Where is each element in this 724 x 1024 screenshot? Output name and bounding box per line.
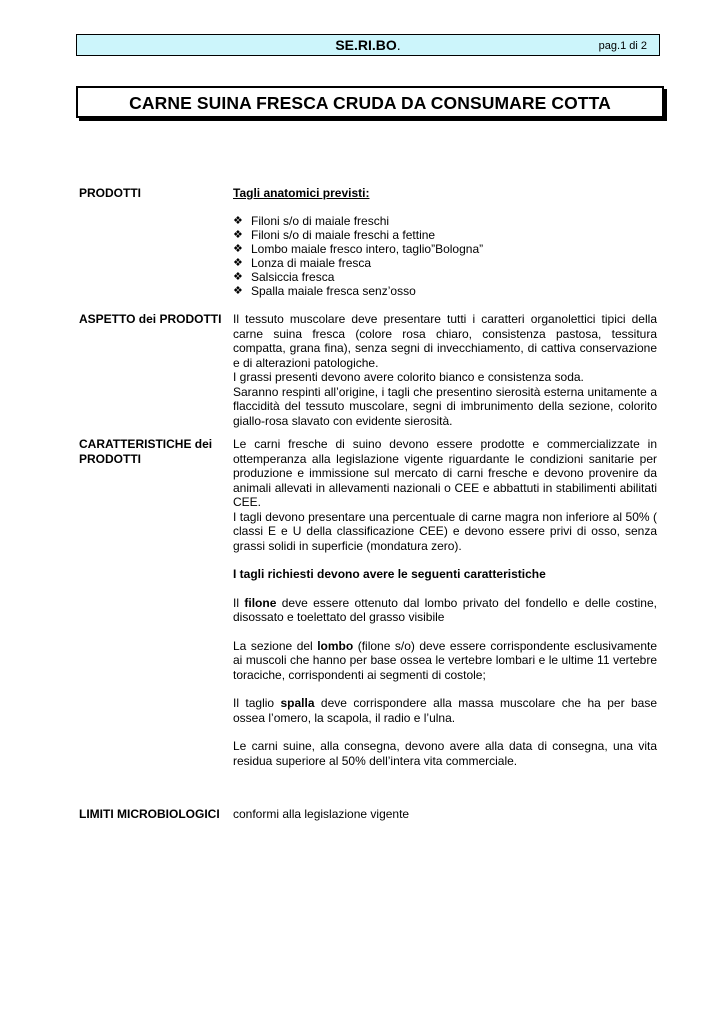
section-label-caratteristiche: CARATTERISTICHE dei PRODOTTI [79,437,213,466]
section-label-prodotti: PRODOTTI [79,186,141,200]
diamond-bullet-icon: ❖ [233,214,243,227]
list-item: ❖ Lonza di maiale fresca [233,255,372,270]
prodotti-heading: Tagli anatomici previsti: [233,186,370,200]
list-item: ❖ Lombo maiale fresco intero, taglio”Bologna” [233,241,484,256]
caratteristiche-paragraph-2: I tagli devono presentare una percentuale di carne magra non inferiore al 50% ( classi E e U della classificazione CEE) e devono essere privi di osso, senza grassi solidi in superficie (mondatura zero). [233,509,657,553]
section-label-aspetto: ASPETTO dei PRODOTTI [79,312,222,326]
filone-paragraph: Il filone deve essere ottenuto dal lombo privato del fondello e delle costine, disossato e toelettato del grasso visibile [233,595,657,624]
list-item: ❖ Spalla maiale fresca senz’osso [233,283,416,298]
section-label-limiti: LIMITI MICROBIOLOGICI [79,807,220,821]
prodotti-list [233,214,657,298]
vita-residua-paragraph: Le carni suine, alla consegna, devono avere alla data di consegna, una vita residua superiore al 50% dell’intera vita commerciale. [233,739,657,768]
diamond-bullet-icon: ❖ [233,228,243,241]
diamond-bullet-icon: ❖ [233,270,243,283]
page-number: pag.1 di 2 [598,40,647,52]
page-header [76,34,660,56]
spalla-paragraph: Il taglio spalla deve corrispondere alla massa muscolare che ha per base ossea l’omero, la scapola, il radio e l’ulna. [233,696,657,725]
section-prodotti [233,186,657,298]
limiti-value: conformi alla legislazione vigente [233,807,410,821]
list-item: ❖ Filoni s/o di maiale freschi a fettine [233,227,436,242]
diamond-bullet-icon: ❖ [233,242,243,255]
lombo-paragraph: La sezione del lombo (filone s/o) deve essere corrispondente esclusivamente ai muscoli che hanno per base ossea le vertebre lombari e le ultime 11 vertebre toraciche, corrispondenti ai segmenti di costole; [233,638,657,682]
section-aspetto [233,312,657,428]
section-caratteristiche [233,437,657,768]
caratteristiche-subheading: I tagli richiesti devono avere le seguenti caratteristiche [233,567,546,581]
list-item: ❖ Filoni s/o di maiale freschi [233,213,390,228]
diamond-bullet-icon: ❖ [233,284,243,297]
aspetto-paragraph-1: Il tessuto muscolare deve presentare tutti i caratteri organolettici tipici della carne suina fresca (colore rosa chiaro, consistenza pastosa, tessitura compatta, grana fina), senza segni di invecchiamento, di cattiva conservazione e di alterazioni patologiche. [233,312,657,370]
aspetto-paragraph-2: I grassi presenti devono avere colorito bianco e consistenza soda. [233,370,584,384]
diamond-bullet-icon: ❖ [233,256,243,269]
aspetto-paragraph-3: Saranno respinti all’origine, i tagli che presentino sierosità esterna unitamente a flaccidità del tessuto muscolare, segni di imbrunimento della sezione, colorito giallo-rosa slavato con evidente sierosità. [233,384,657,428]
document-title: CARNE SUINA FRESCA CRUDA DA CONSUMARE COTTA [129,93,611,113]
document-title-box [76,86,664,118]
list-item: ❖ Salsiccia fresca [233,269,335,284]
organization-name: SE.RI.BO. [335,37,401,53]
caratteristiche-paragraph-1: Le carni fresche di suino devono essere prodotte e commercializzate in ottemperanza alla legislazione vigente riguardante le condizioni sanitarie per produzione e immissione sul mercato di carni fresche e devono provenire da animali allevati in allevamenti nazionali o CEE e abbattuti in stabilimenti abilitati CEE. [233,437,657,509]
